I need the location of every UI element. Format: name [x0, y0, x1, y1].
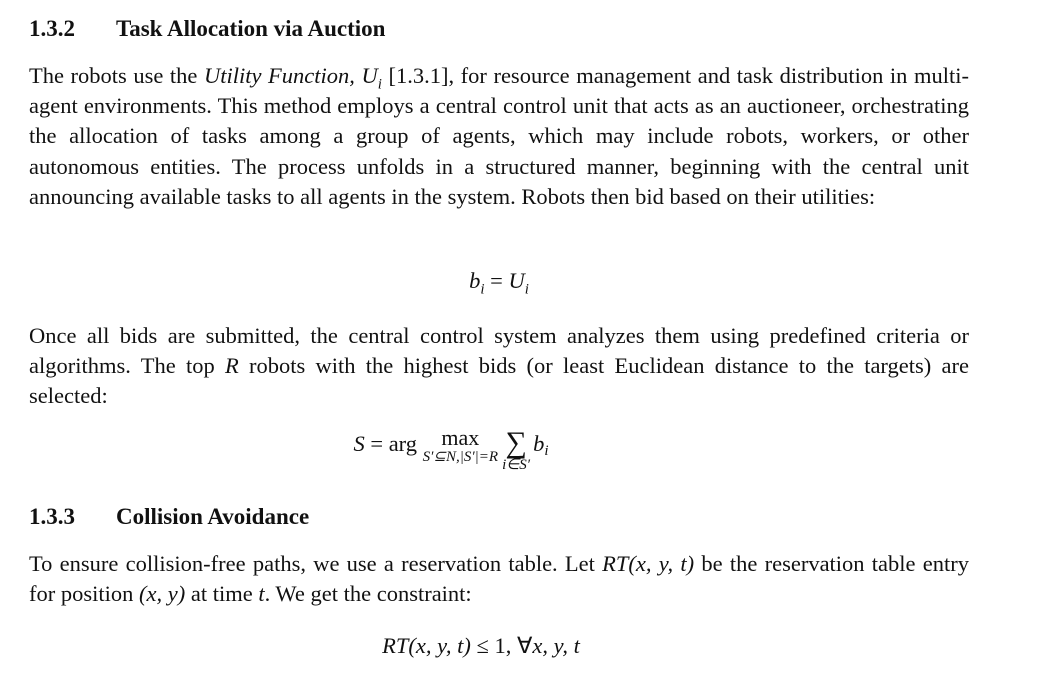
math-var-t: t: [258, 581, 265, 607]
text-run: To ensure collision-free paths, we use a reservation table. Let: [29, 551, 603, 576]
math-var-r: R: [224, 353, 239, 379]
math-expr-rt: RT(x, y, t): [602, 551, 695, 576]
math-expr-pos: (x, y): [139, 581, 186, 607]
section-title: Task Allocation via Auction: [116, 16, 386, 41]
text-run: robots with the highest bids (or least Euclidean distance to the targets) are selected:: [29, 353, 969, 409]
max-subscript: S′⊆N,|S′|=R: [422, 449, 499, 465]
sum-symbol: ∑: [505, 426, 527, 459]
math-var: b: [469, 268, 481, 293]
emphasis-utility-function: Utility Function,: [203, 63, 362, 88]
text-run: Once all bids are submitted, the central control system analyzes them using predefined criteria or algorithms. The top: [29, 323, 969, 379]
paragraph-selection: [29, 321, 969, 412]
math-var: S: [353, 431, 365, 456]
text-run: The robots use the: [29, 63, 204, 88]
equation-argmax: [0, 415, 921, 473]
section-number: 1.3.3: [29, 504, 75, 529]
math-var: U: [508, 268, 525, 293]
section-heading-1-3-2: [29, 16, 385, 42]
sum-subscript: i∈S′: [502, 457, 531, 473]
math-operator: =: [484, 268, 509, 293]
math-subscript: i: [524, 281, 529, 298]
math-vars: x, y, t: [532, 633, 580, 658]
max-symbol: max: [441, 425, 480, 450]
math-subscript: i: [544, 443, 549, 460]
math-operator: ≤ 1, ∀: [470, 633, 533, 658]
equation-constraint: [11, 633, 951, 659]
math-symbol-u: U: [361, 63, 378, 88]
paragraph-auction-intro: [29, 61, 969, 212]
text-run: [1.3.1], for resource management and task distribution in multi-agent environments. This method employs a central control unit that acts as an auctioneer, orchestrating the allocation of tasks among a group of agents, which may include robots, workers, or other autonomous entities. The process unfolds in a structured manner, beginning with the central unit announcing available tasks to all agents in the system. Robots then bid based on their utilities:: [29, 63, 969, 209]
text-run: be the reservation table entry for position: [29, 551, 969, 607]
text-run: at time: [185, 581, 259, 607]
math-expr: RT(x, y, t): [382, 633, 471, 658]
sum-operator: [502, 415, 530, 473]
max-operator: [423, 423, 498, 465]
math-var: b: [533, 431, 545, 456]
paragraph-collision: [29, 549, 969, 609]
math-subscript: i: [377, 76, 382, 93]
text-run: . We get the constraint:: [264, 581, 472, 607]
section-title: Collision Avoidance: [116, 504, 310, 529]
equation-bid: [29, 268, 969, 298]
section-heading-1-3-3: [29, 504, 309, 530]
math-operator: = arg: [364, 431, 423, 456]
math-subscript: i: [480, 281, 485, 298]
section-number: 1.3.2: [29, 16, 75, 41]
